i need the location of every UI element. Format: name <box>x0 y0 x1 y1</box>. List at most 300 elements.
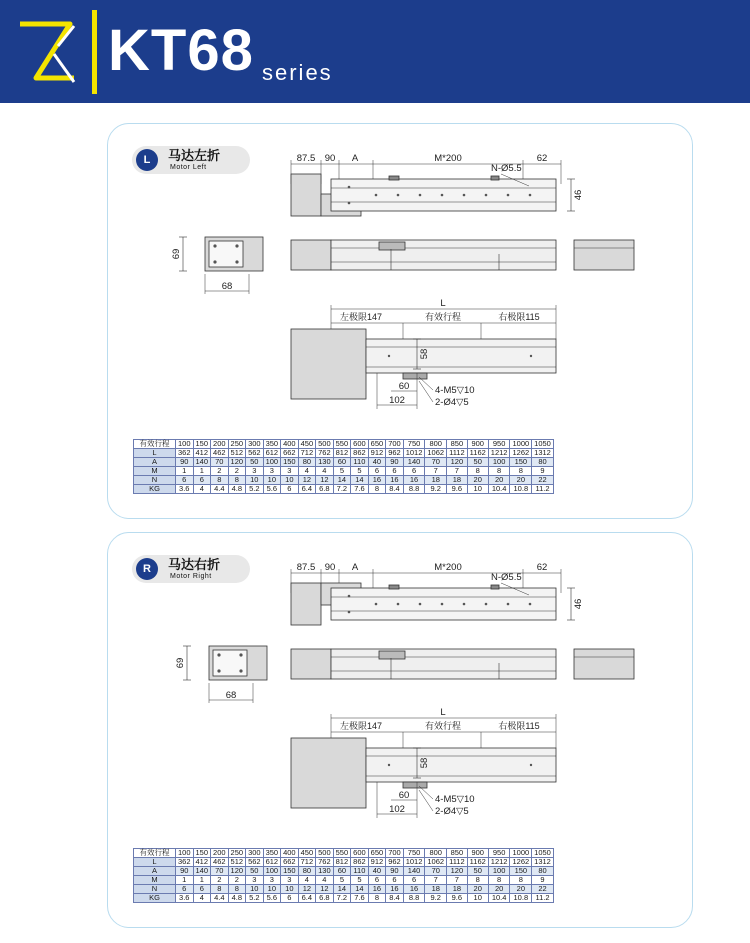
table-cell: 10 <box>281 885 299 894</box>
row-header: N <box>134 885 176 894</box>
row-header: 有效行程 <box>134 849 176 858</box>
mount-hole <box>485 194 488 197</box>
table-cell: 9.2 <box>425 894 447 903</box>
dimension-label: 4-M5▽10 <box>435 794 475 805</box>
dimension-label: 69 <box>175 657 186 669</box>
table-cell: 412 <box>193 858 211 867</box>
table-cell: 950 <box>488 440 510 449</box>
table-cell: 8 <box>211 885 229 894</box>
table-cell: 912 <box>368 449 386 458</box>
table-cell: 5 <box>351 467 369 476</box>
table-cell: 6 <box>176 476 194 485</box>
dimension-line <box>419 790 433 811</box>
table-cell: 1312 <box>532 858 554 867</box>
table-cell: 6.4 <box>298 485 316 494</box>
dimension-label: N-Ø5.5 <box>491 572 522 583</box>
table-cell: 8 <box>228 476 246 485</box>
dimension-label: 102 <box>389 804 405 815</box>
mount-hole <box>375 603 378 606</box>
table-cell: 100 <box>488 867 510 876</box>
table-cell: 812 <box>333 858 351 867</box>
dimension-label: 有效行程 <box>424 721 462 731</box>
table-cell: 6 <box>176 885 194 894</box>
table-cell: 12 <box>298 476 316 485</box>
table-cell: 250 <box>228 849 246 858</box>
table-cell: 14 <box>333 476 351 485</box>
table-cell: 8 <box>368 485 386 494</box>
table-cell: 500 <box>316 440 334 449</box>
table-cell: 6 <box>403 467 425 476</box>
table-cell: 3 <box>281 467 299 476</box>
table-cell: 10 <box>263 885 281 894</box>
mount-hole <box>419 603 422 606</box>
mount-hole <box>530 764 532 766</box>
dimension-label: 58 <box>419 348 430 360</box>
table-cell: 22 <box>532 885 554 894</box>
table-cell: 18 <box>447 476 468 485</box>
mount-hole <box>507 194 510 197</box>
table-cell: 750 <box>403 440 425 449</box>
table-row <box>134 894 554 903</box>
dimension-label: 90 <box>324 153 336 164</box>
dimension-label: 58 <box>419 757 430 769</box>
dimension-label: 2-Ø4▽5 <box>435 806 469 817</box>
table-cell: 1162 <box>467 449 488 458</box>
table-cell: 862 <box>351 858 369 867</box>
table-cell: 500 <box>316 849 334 858</box>
badge-label-cn: 马达左折 <box>168 148 221 163</box>
table-cell: 70 <box>425 867 447 876</box>
table-cell: 9.2 <box>425 485 447 494</box>
table-cell: 150 <box>193 849 211 858</box>
table-cell: 612 <box>263 858 281 867</box>
table-cell: 6 <box>281 894 299 903</box>
table-cell: 80 <box>298 867 316 876</box>
table-cell: 700 <box>386 440 404 449</box>
table-cell: 512 <box>228 858 246 867</box>
table-cell: 20 <box>467 885 488 894</box>
slider-front <box>379 651 405 659</box>
table-cell: 1262 <box>510 449 532 458</box>
row-header: M <box>134 876 176 885</box>
table-cell: 450 <box>298 849 316 858</box>
table-cell: 130 <box>316 867 334 876</box>
dimension-label: 有效行程 <box>424 312 462 322</box>
mount-hole <box>397 603 400 606</box>
table-cell: 20 <box>510 885 532 894</box>
row-header: M <box>134 467 176 476</box>
table-cell: 8 <box>368 894 386 903</box>
mount-hole <box>348 595 351 598</box>
table-cell: 812 <box>333 449 351 458</box>
table-cell: 9 <box>532 876 554 885</box>
table-cell: 612 <box>263 449 281 458</box>
table-cell: 850 <box>447 440 468 449</box>
mount-hole <box>529 194 532 197</box>
table-cell: 400 <box>281 440 299 449</box>
table-cell: 6 <box>386 876 404 885</box>
table-cell: 1 <box>176 876 194 885</box>
table-cell: 8 <box>488 876 510 885</box>
table-cell: 1012 <box>403 858 425 867</box>
table-cell: 600 <box>351 849 369 858</box>
table-cell: 12 <box>316 885 334 894</box>
table-cell: 14 <box>333 885 351 894</box>
table-cell: 1000 <box>510 849 532 858</box>
page-title: KT68 <box>108 18 254 83</box>
table-cell: 550 <box>333 440 351 449</box>
table-cell: 900 <box>467 440 488 449</box>
table-cell: 362 <box>176 858 194 867</box>
dimension-line <box>419 381 433 402</box>
table-cell: 20 <box>510 476 532 485</box>
table-cell: 6 <box>403 876 425 885</box>
slider-top <box>389 176 399 180</box>
table-row <box>134 485 554 494</box>
page-subtitle: series <box>262 60 333 85</box>
header-banner <box>0 0 750 103</box>
table-cell: 1112 <box>447 858 468 867</box>
table-cell: 4.4 <box>211 485 229 494</box>
table-cell: 8 <box>228 885 246 894</box>
dimension-label: 87.5 <box>296 562 316 573</box>
rail-body <box>331 179 556 211</box>
mount-hole <box>463 194 466 197</box>
table-cell: 60 <box>333 458 351 467</box>
mount-hole <box>235 244 238 247</box>
table-cell: 200 <box>211 440 229 449</box>
table-cell: 7.2 <box>333 894 351 903</box>
table-cell: 120 <box>447 867 468 876</box>
table-cell: 40 <box>368 458 386 467</box>
table-cell: 14 <box>351 476 369 485</box>
table-cell: 12 <box>316 476 334 485</box>
table-cell: 5 <box>333 876 351 885</box>
dimension-label: 68 <box>221 281 233 292</box>
table-cell: 90 <box>386 458 404 467</box>
table-cell: 16 <box>386 885 404 894</box>
mount-hole <box>441 603 444 606</box>
table-cell: 5.6 <box>263 485 281 494</box>
table-cell: 6.8 <box>316 894 334 903</box>
table-cell: 50 <box>246 867 264 876</box>
table-cell: 1000 <box>510 440 532 449</box>
motor-bottom <box>291 329 366 399</box>
table-cell: 712 <box>298 858 316 867</box>
table-cell: 18 <box>447 885 468 894</box>
row-header: KG <box>134 894 176 903</box>
mount-hole <box>388 764 390 766</box>
table-cell: 1312 <box>532 449 554 458</box>
table-cell: 10.4 <box>488 894 510 903</box>
table-cell: 6.8 <box>316 485 334 494</box>
table-cell: 562 <box>246 858 264 867</box>
table-cell: 6.4 <box>298 894 316 903</box>
table-cell: 70 <box>425 458 447 467</box>
table-cell: 100 <box>263 867 281 876</box>
table-cell: 8 <box>510 876 532 885</box>
motor-block <box>291 174 321 216</box>
rail-front <box>331 649 556 679</box>
table-cell: 300 <box>246 849 264 858</box>
table-cell: 7.6 <box>351 485 369 494</box>
slider-top <box>389 585 399 589</box>
row-header: KG <box>134 485 176 494</box>
table-cell: 8.4 <box>386 894 404 903</box>
table-cell: 850 <box>447 849 468 858</box>
mount-hole <box>419 194 422 197</box>
table-cell: 650 <box>368 440 386 449</box>
table-cell: 7 <box>425 467 447 476</box>
dimension-label: 60 <box>398 790 410 801</box>
table-cell: 4 <box>316 876 334 885</box>
mount-hole <box>239 669 242 672</box>
badge-label-en: Motor Left <box>170 164 207 171</box>
table-cell: 16 <box>368 885 386 894</box>
mount-block <box>403 373 427 379</box>
table-cell: 100 <box>176 849 194 858</box>
table-cell: 10 <box>246 885 264 894</box>
table-cell: 1062 <box>425 449 447 458</box>
slider-top <box>491 176 499 180</box>
table-cell: 762 <box>316 449 334 458</box>
table-cell: 4 <box>298 467 316 476</box>
table-cell: 9.6 <box>447 894 468 903</box>
table-cell: 9 <box>532 467 554 476</box>
table-cell: 100 <box>263 458 281 467</box>
dimension-label: 4-M5▽10 <box>435 385 475 396</box>
table-cell: 110 <box>351 867 369 876</box>
table-cell: 16 <box>368 476 386 485</box>
table-cell: 10.4 <box>488 485 510 494</box>
table-cell: 16 <box>403 476 425 485</box>
table-cell: 11.2 <box>532 894 554 903</box>
panel-motor-left <box>107 123 693 519</box>
table-cell: 7 <box>447 467 468 476</box>
table-cell: 90 <box>386 867 404 876</box>
table-cell: 150 <box>281 458 299 467</box>
table-cell: 10 <box>246 476 264 485</box>
table-cell: 3 <box>246 876 264 885</box>
table-cell: 50 <box>467 458 488 467</box>
table-cell: 7.6 <box>351 894 369 903</box>
table-cell: 412 <box>193 449 211 458</box>
table-cell: 1012 <box>403 449 425 458</box>
table-cell: 2 <box>228 876 246 885</box>
table-cell: 12 <box>298 885 316 894</box>
table-cell: 16 <box>386 476 404 485</box>
dimension-label: M*200 <box>434 153 462 164</box>
table-cell: 2 <box>211 876 229 885</box>
table-cell: 50 <box>246 458 264 467</box>
table-cell: 4 <box>193 485 211 494</box>
table-cell: 150 <box>281 867 299 876</box>
table-cell: 110 <box>351 458 369 467</box>
mount-hole <box>441 194 444 197</box>
mount-block <box>403 782 427 788</box>
mount-hole <box>217 669 220 672</box>
table-cell: 8 <box>211 476 229 485</box>
motor-block <box>291 583 321 625</box>
table-cell: 80 <box>298 458 316 467</box>
table-cell: 140 <box>193 867 211 876</box>
table-cell: 5 <box>351 876 369 885</box>
table-cell: 9.6 <box>447 485 468 494</box>
table-cell: 1 <box>176 467 194 476</box>
table-cell: 40 <box>368 867 386 876</box>
table-cell: 200 <box>211 849 229 858</box>
table-cell: 140 <box>403 458 425 467</box>
dimension-label: M*200 <box>434 562 462 573</box>
mount-hole <box>239 653 242 656</box>
mount-hole <box>529 603 532 606</box>
table-cell: 3 <box>281 876 299 885</box>
table-cell: 5.2 <box>246 485 264 494</box>
badge-letter: R <box>136 558 158 580</box>
table-cell: 80 <box>532 867 554 876</box>
table-cell: 10.8 <box>510 894 532 903</box>
rail-front <box>331 240 556 270</box>
table-cell: 80 <box>532 458 554 467</box>
table-cell: 8 <box>488 467 510 476</box>
table-cell: 14 <box>351 885 369 894</box>
row-header: A <box>134 867 176 876</box>
mount-hole <box>375 194 378 197</box>
motor-bottom <box>291 738 366 808</box>
table-cell: 650 <box>368 849 386 858</box>
table-cell: 662 <box>281 858 299 867</box>
table-cell: 7 <box>425 876 447 885</box>
table-cell: 462 <box>211 449 229 458</box>
table-cell: 4.8 <box>228 894 246 903</box>
table-cell: 4 <box>316 467 334 476</box>
table-cell: 8.8 <box>403 485 425 494</box>
table-cell: 550 <box>333 849 351 858</box>
row-header: L <box>134 449 176 458</box>
table-cell: 10 <box>263 476 281 485</box>
dimension-label: 46 <box>573 598 584 610</box>
slider-front <box>379 242 405 250</box>
mount-hole <box>397 194 400 197</box>
spec-table <box>133 439 554 494</box>
table-cell: 2 <box>228 467 246 476</box>
table-cell: 962 <box>386 449 404 458</box>
table-cell: 18 <box>425 885 447 894</box>
mount-hole <box>348 611 351 614</box>
mount-hole <box>388 355 390 357</box>
technical-drawing <box>108 533 694 843</box>
table-cell: 18 <box>425 476 447 485</box>
table-cell: 350 <box>263 849 281 858</box>
table-cell: 250 <box>228 440 246 449</box>
table-cell: 862 <box>351 449 369 458</box>
table-cell: 962 <box>386 858 404 867</box>
mount-hole <box>348 186 351 189</box>
table-cell: 912 <box>368 858 386 867</box>
dimension-label: 右极限115 <box>498 312 540 322</box>
table-cell: 20 <box>488 885 510 894</box>
motor-front <box>291 649 331 679</box>
badge-label-cn: 马达右折 <box>168 557 221 572</box>
table-cell: 1 <box>193 876 211 885</box>
table-cell: 600 <box>351 440 369 449</box>
badge-label-en: Motor Right <box>170 573 212 580</box>
table-cell: 750 <box>403 849 425 858</box>
mount-hole <box>463 603 466 606</box>
table-cell: 100 <box>176 440 194 449</box>
table-cell: 800 <box>425 849 447 858</box>
table-cell: 130 <box>316 458 334 467</box>
table-cell: 450 <box>298 440 316 449</box>
table-cell: 5.2 <box>246 894 264 903</box>
motor-front <box>291 240 331 270</box>
mount-hole <box>348 202 351 205</box>
table-cell: 6 <box>386 467 404 476</box>
table-cell: 100 <box>488 458 510 467</box>
table-cell: 6 <box>281 485 299 494</box>
slider-top <box>491 585 499 589</box>
table-cell: 6 <box>193 476 211 485</box>
table-cell: 762 <box>316 858 334 867</box>
table-cell: 8 <box>467 467 488 476</box>
dimension-label: 90 <box>324 562 336 573</box>
table-cell: 6 <box>193 885 211 894</box>
dimension-label: L <box>440 298 446 309</box>
table-cell: 8.8 <box>403 894 425 903</box>
mount-hole <box>235 260 238 263</box>
table-cell: 3 <box>246 467 264 476</box>
table-cell: 8 <box>467 876 488 885</box>
table-cell: 10.8 <box>510 485 532 494</box>
table-cell: 950 <box>488 849 510 858</box>
table-cell: 900 <box>467 849 488 858</box>
table-cell: 120 <box>228 458 246 467</box>
table-cell: 150 <box>193 440 211 449</box>
table-cell: 400 <box>281 849 299 858</box>
table-cell: 1212 <box>488 858 510 867</box>
table-cell: 350 <box>263 440 281 449</box>
table-cell: 11.2 <box>532 485 554 494</box>
mount-hole <box>213 244 216 247</box>
badge-letter: L <box>136 149 158 171</box>
mount-hole <box>507 603 510 606</box>
table-cell: 50 <box>467 867 488 876</box>
brand-logo-icon <box>14 18 80 90</box>
table-cell: 90 <box>176 867 194 876</box>
dimension-label: L <box>440 707 446 718</box>
table-cell: 150 <box>510 867 532 876</box>
table-cell: 1050 <box>532 440 554 449</box>
row-header: L <box>134 858 176 867</box>
table-cell: 3 <box>263 876 281 885</box>
end-cap-right <box>574 240 634 270</box>
end-cap-right <box>574 649 634 679</box>
dimension-label: 左极限147 <box>339 721 383 731</box>
dimension-label: A <box>351 153 359 164</box>
dimension-label: 87.5 <box>296 153 316 164</box>
panel-motor-right <box>107 532 693 928</box>
table-cell: 10 <box>467 485 488 494</box>
table-cell: 10 <box>281 476 299 485</box>
table-cell: 300 <box>246 440 264 449</box>
table-cell: 6 <box>368 467 386 476</box>
table-cell: 5 <box>333 467 351 476</box>
table-cell: 120 <box>228 867 246 876</box>
mount-hole <box>217 653 220 656</box>
table-cell: 562 <box>246 449 264 458</box>
dimension-label: 2-Ø4▽5 <box>435 397 469 408</box>
table-cell: 6 <box>368 876 386 885</box>
